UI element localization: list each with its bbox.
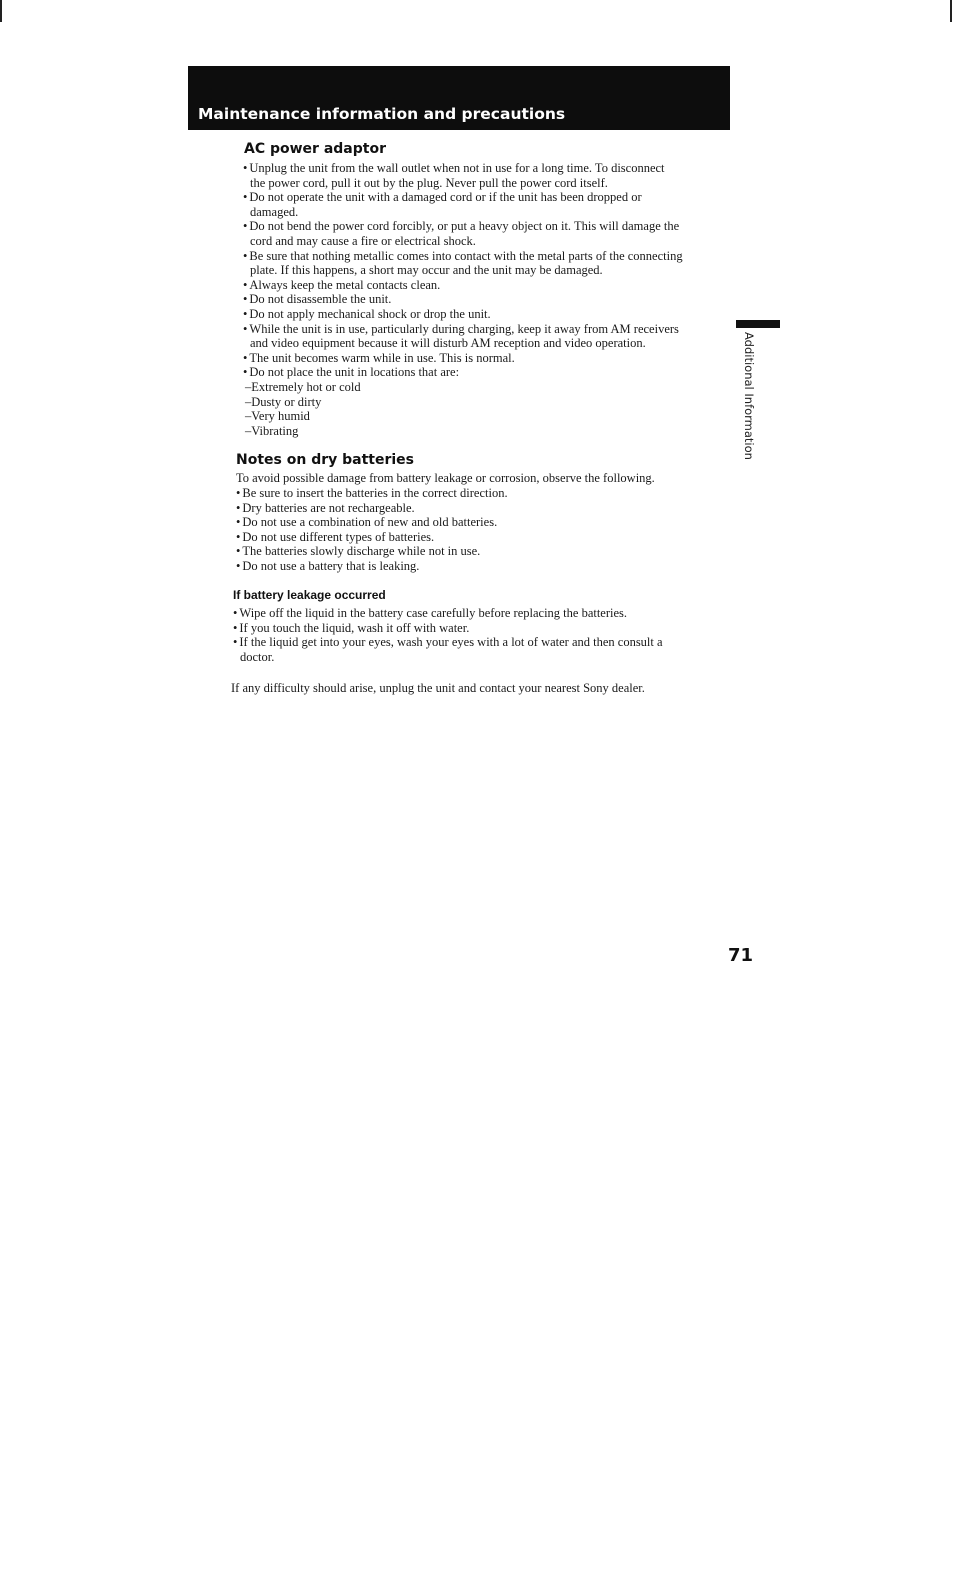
list-item-line: • If you touch the liquid, wash it off with water. bbox=[233, 621, 663, 636]
list-item-line: • Do not disassemble the unit. bbox=[243, 292, 683, 307]
section-header-bar bbox=[188, 66, 730, 130]
sub-list-item: –Very humid bbox=[245, 409, 310, 424]
list-item-line: and video equipment because it will disturb AM reception and video operation. bbox=[250, 336, 646, 351]
list-item-line: • Wipe off the liquid in the battery case carefully before replacing the batteries. bbox=[233, 606, 663, 621]
list-item-line: • Do not bend the power cord forcibly, or put a heavy object on it. This will damage the bbox=[243, 219, 683, 234]
list-item bbox=[243, 292, 683, 307]
ac-adaptor-heading: AC power adaptor bbox=[244, 141, 386, 157]
list-item: • Be sure to insert the batteries in the correct direction. bbox=[236, 486, 508, 501]
batteries-heading: Notes on dry batteries bbox=[236, 452, 414, 468]
scan-edge-mark bbox=[950, 0, 952, 22]
list-item: • Do not use a combination of new and old batteries. bbox=[236, 515, 508, 530]
list-item bbox=[243, 219, 683, 248]
list-item: • Dry batteries are not rechargeable. bbox=[236, 501, 508, 516]
page-number: 71 bbox=[728, 945, 754, 966]
list-item-line: • The unit becomes warm while in use. This is normal. bbox=[243, 351, 683, 366]
sub-list bbox=[243, 380, 683, 438]
scan-edge-mark bbox=[0, 0, 2, 22]
list-item-line: doctor. bbox=[240, 649, 275, 664]
list-item-line: • Be sure that nothing metallic comes into contact with the metal parts of the connecting bbox=[243, 249, 683, 264]
sub-list-item: –Vibrating bbox=[245, 423, 299, 438]
list-item: • The batteries slowly discharge while not in use. bbox=[236, 544, 508, 559]
list-item bbox=[243, 307, 683, 322]
list-item-line: • Do not place the unit in locations that are: bbox=[243, 365, 683, 380]
closing-note: If any difficulty should arise, unplug the unit and contact your nearest Sony dealer. bbox=[231, 681, 645, 695]
leakage-heading: If battery leakage occurred bbox=[233, 588, 386, 602]
list-item bbox=[233, 606, 663, 621]
list-item: • Do not use different types of batteries. bbox=[236, 530, 508, 545]
list-item: • Do not use a battery that is leaking. bbox=[236, 559, 508, 574]
list-item-line: • Unplug the unit from the wall outlet when not in use for a long time. To disconnect bbox=[243, 161, 683, 176]
page-title: Maintenance information and precautions bbox=[198, 105, 566, 123]
list-item-line: cord and may cause a fire or electrical shock. bbox=[250, 233, 476, 248]
list-item-line: the power cord, pull it out by the plug. Never pull the power cord itself. bbox=[250, 175, 608, 190]
list-item bbox=[243, 365, 683, 380]
batteries-list bbox=[236, 486, 508, 574]
side-tab-marker bbox=[736, 320, 780, 328]
list-item-line: • Do not operate the unit with a damaged cord or if the unit has been dropped or bbox=[243, 190, 683, 205]
list-item bbox=[243, 190, 683, 219]
sub-list-item: –Dusty or dirty bbox=[245, 394, 322, 409]
list-item-line: • While the unit is in use, particularly during charging, keep it away from AM receivers bbox=[243, 322, 683, 337]
list-item bbox=[243, 322, 683, 351]
side-tab-label: Additional Information bbox=[742, 332, 756, 460]
list-item bbox=[233, 621, 663, 636]
list-item-line: • Always keep the metal contacts clean. bbox=[243, 278, 683, 293]
list-item-line: • If the liquid get into your eyes, wash your eyes with a lot of water and then consult a bbox=[233, 635, 663, 650]
list-item-line: damaged. bbox=[250, 204, 299, 219]
list-item-line: plate. If this happens, a short may occur and the unit may be damaged. bbox=[250, 263, 603, 278]
sub-list-item: –Extremely hot or cold bbox=[245, 379, 361, 394]
list-item bbox=[243, 249, 683, 278]
list-item bbox=[243, 351, 683, 366]
list-item bbox=[243, 161, 683, 190]
list-item bbox=[233, 635, 663, 664]
list-item-line: • Do not apply mechanical shock or drop the unit. bbox=[243, 307, 683, 322]
list-item bbox=[243, 278, 683, 293]
ac-adaptor-list bbox=[243, 161, 683, 438]
leakage-list bbox=[233, 606, 663, 664]
batteries-intro: To avoid possible damage from battery leakage or corrosion, observe the following. bbox=[236, 471, 655, 485]
